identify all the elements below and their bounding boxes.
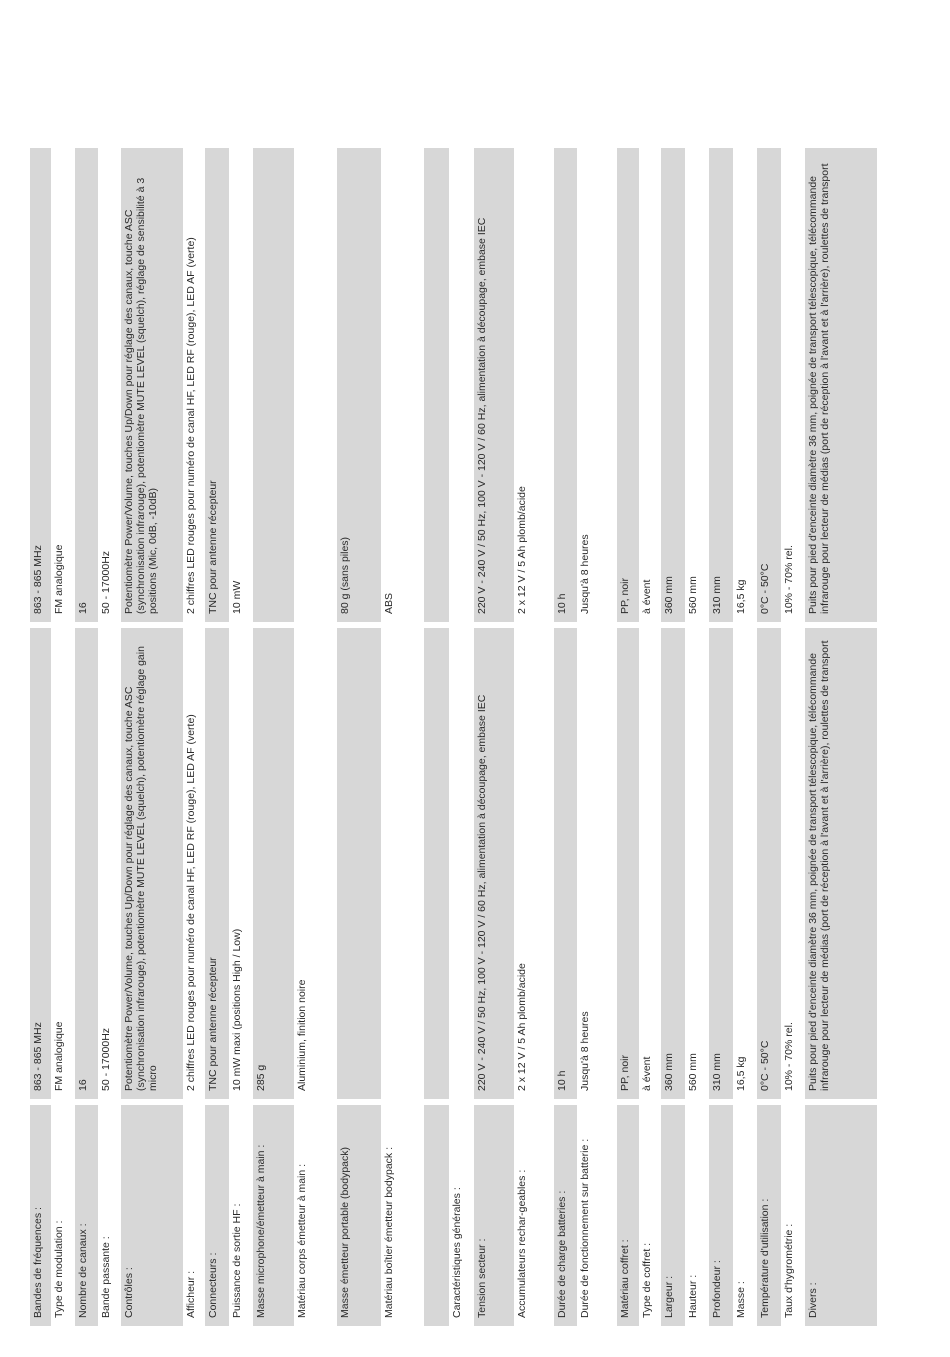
spec-row-spacer — [424, 148, 449, 1326]
spec-label: Masse émetteur portable (bodypack) — [337, 1099, 381, 1326]
spec-label: Matériau corps émetteur à main : — [294, 1099, 337, 1326]
spec-value-system-2: 50 - 17000Hz — [98, 148, 121, 622]
spec-value-system-1: 0°C - 50°C — [757, 622, 781, 1099]
spec-value-system-1: 2 chiffres LED rouges pour numéro de canal HF, LED RF (rouge), LED AF (verte) — [183, 622, 205, 1099]
spec-label: Caractéristiques générales : — [449, 1099, 474, 1326]
rotated-spec-page — [30, 148, 900, 1326]
specifications-table — [30, 148, 877, 1326]
spec-row-frequency-bands — [30, 148, 51, 1326]
spec-value-system-2: PP, noir — [617, 148, 639, 622]
spec-row-mains-voltage — [474, 148, 514, 1326]
spec-value-system-1: TNC pour antenne récepteur — [205, 622, 229, 1099]
spec-label: Type de modulation : — [51, 1099, 75, 1326]
spec-row-bandwidth — [98, 148, 121, 1326]
spec-label: Puissance de sortie HF : — [229, 1099, 253, 1326]
spec-value-system-1: 2 x 12 V / 5 Ah plomb/acide — [514, 622, 554, 1099]
spec-value-system-2: ABS — [381, 148, 424, 622]
spec-label: Largeur : — [661, 1099, 685, 1326]
spec-label: Température d'utilisation : — [757, 1099, 781, 1326]
spec-value-system-1: FM analogique — [51, 622, 75, 1099]
spec-label: Matériau boîtier émetteur bodypack : — [381, 1099, 424, 1326]
spec-value-system-1 — [337, 622, 381, 1099]
spec-label: Contrôles : — [121, 1099, 183, 1326]
spec-value-system-1: 10 h — [554, 622, 577, 1099]
spec-row-humidity — [781, 148, 805, 1326]
spec-label: Nombre de canaux : — [75, 1099, 98, 1326]
spec-row-controls — [121, 148, 183, 1326]
spec-row-operating-temperature — [757, 148, 781, 1326]
spec-value-system-1: 360 mm — [661, 622, 685, 1099]
spec-value-system-2: 80 g (sans piles) — [337, 148, 381, 622]
spec-value-system-2 — [449, 148, 474, 622]
spec-value-system-2: TNC pour antenne récepteur — [205, 148, 229, 622]
spec-row-bodypack-material — [381, 148, 424, 1326]
spec-row-modulation-type — [51, 148, 75, 1326]
spec-value-system-2: FM analogique — [51, 148, 75, 622]
spec-value-system-2: Puits pour pied d'enceinte diamètre 36 mm, poignée de transport télescopique, télécommande infrarouge pour lecteur de médias (port de réception à l'avant et à l'arrière), roulettes de transport — [805, 148, 877, 622]
spec-row-rechargeable-batteries — [514, 148, 554, 1326]
spec-value-system-1: PP, noir — [617, 622, 639, 1099]
spec-value-system-2: à évent — [639, 148, 661, 622]
spec-row-width — [661, 148, 685, 1326]
spec-value-system-1: 310 mm — [709, 622, 733, 1099]
spec-row-height — [685, 148, 709, 1326]
spec-row-case-type — [639, 148, 661, 1326]
spec-value-system-2: 10 mW — [229, 148, 253, 622]
spec-row-handheld-material — [294, 148, 337, 1326]
spec-value-system-1: 50 - 17000Hz — [98, 622, 121, 1099]
spec-value-system-2: 10 h — [554, 148, 577, 622]
spec-label: Hauteur : — [685, 1099, 709, 1326]
spec-value-system-2 — [424, 148, 449, 622]
spec-value-system-2: 0°C - 50°C — [757, 148, 781, 622]
spec-value-system-1 — [381, 622, 424, 1099]
spec-row-charge-time — [554, 148, 577, 1326]
spec-value-system-1: Jusqu'à 8 heures — [577, 622, 617, 1099]
spec-row-rf-output-power — [229, 148, 253, 1326]
spec-value-system-1: 220 V - 240 V / 50 Hz, 100 V - 120 V / 60 Hz, alimentation à découpage, embase IEC — [474, 622, 514, 1099]
spec-value-system-1: 863 - 865 MHz — [30, 622, 51, 1099]
spec-value-system-2: 16 — [75, 148, 98, 622]
spec-label: Matériau coffret : — [617, 1099, 639, 1326]
spec-value-system-2: 2 x 12 V / 5 Ah plomb/acide — [514, 148, 554, 622]
spec-label: Masse microphone/émetteur à main : — [253, 1099, 294, 1326]
spec-value-system-2: 360 mm — [661, 148, 685, 622]
spec-row-depth — [709, 148, 733, 1326]
spec-value-system-2 — [294, 148, 337, 622]
spec-value-system-1: 16,5 kg — [733, 622, 757, 1099]
spec-value-system-2: Potentiomètre Power/Volume, touches Up/Down pour réglage des canaux, touche ASC (synchronisation infrarouge), potentiomètre MUTE LEVEL (squelch), réglage de sensibilité à 3 positions (Mic, 0dB, -10dB) — [121, 148, 183, 622]
spec-label: Afficheur : — [183, 1099, 205, 1326]
spec-label: Bandes de fréquences : — [30, 1099, 51, 1326]
spec-value-system-1: Puits pour pied d'enceinte diamètre 36 mm, poignée de transport télescopique, télécommande infrarouge pour lecteur de médias (port de réception à l'avant et à l'arrière), roulettes de transport — [805, 622, 877, 1099]
spec-value-system-2: 560 mm — [685, 148, 709, 622]
spec-value-system-2 — [253, 148, 294, 622]
spec-label: Accumulateurs rechar-geables : — [514, 1099, 554, 1326]
spec-row-case-material — [617, 148, 639, 1326]
spec-value-system-2: 310 mm — [709, 148, 733, 622]
spec-row-battery-runtime — [577, 148, 617, 1326]
spec-section-heading-general — [449, 148, 474, 1326]
spec-value-system-2: 863 - 865 MHz — [30, 148, 51, 622]
spec-value-system-1 — [449, 622, 474, 1099]
spec-value-system-2: 2 chiffres LED rouges pour numéro de canal HF, LED RF (rouge), LED AF (verte) — [183, 148, 205, 622]
spec-label: Bande passante : — [98, 1099, 121, 1326]
spec-row-display — [183, 148, 205, 1326]
spec-label: Taux d'hygrométrie : — [781, 1099, 805, 1326]
spec-label: Divers : — [805, 1099, 877, 1326]
spec-value-system-2: Jusqu'à 8 heures — [577, 148, 617, 622]
spec-value-system-1: 285 g — [253, 622, 294, 1099]
spec-value-system-1: 10 mW maxi (positions High / Low) — [229, 622, 253, 1099]
spec-row-connectors — [205, 148, 229, 1326]
spec-label: Connecteurs : — [205, 1099, 229, 1326]
spec-row-channel-count — [75, 148, 98, 1326]
spec-label: Masse : — [733, 1099, 757, 1326]
spec-row-handheld-weight — [253, 148, 294, 1326]
spec-row-bodypack-weight — [337, 148, 381, 1326]
spec-value-system-1 — [424, 622, 449, 1099]
spec-row-miscellaneous — [805, 148, 877, 1326]
spec-value-system-1: Aluminium, finition noire — [294, 622, 337, 1099]
spec-label: Tension secteur : — [474, 1099, 514, 1326]
spec-value-system-1: 16 — [75, 622, 98, 1099]
spec-label: Profondeur : — [709, 1099, 733, 1326]
spec-label: Type de coffret : — [639, 1099, 661, 1326]
spec-label — [424, 1099, 449, 1326]
spec-value-system-1: 10% - 70% rel. — [781, 622, 805, 1099]
spec-value-system-2: 16,5 kg — [733, 148, 757, 622]
spec-label: Durée de fonctionnement sur batterie : — [577, 1099, 617, 1326]
spec-value-system-1: Potentiomètre Power/Volume, touches Up/Down pour réglage des canaux, touche ASC (synchronisation infrarouge), potentiomètre MUTE LEVEL (squelch), potentiomètre réglage gain micro — [121, 622, 183, 1099]
spec-value-system-1: à évent — [639, 622, 661, 1099]
spec-value-system-2: 220 V - 240 V / 50 Hz, 100 V - 120 V / 60 Hz, alimentation à découpage, embase IEC — [474, 148, 514, 622]
spec-label: Durée de charge batteries : — [554, 1099, 577, 1326]
spec-value-system-1: 560 mm — [685, 622, 709, 1099]
spec-value-system-2: 10% - 70% rel. — [781, 148, 805, 622]
spec-row-weight — [733, 148, 757, 1326]
